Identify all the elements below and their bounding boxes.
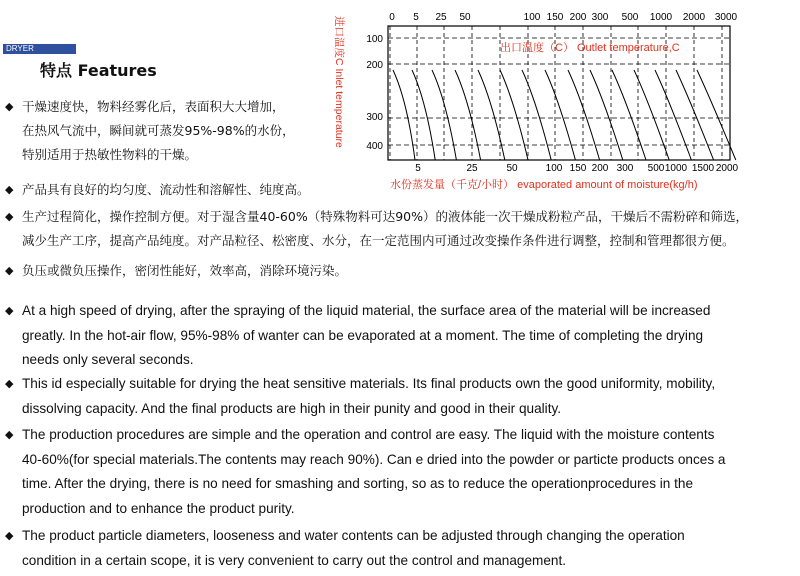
feature-en-line: needs only several seconds. bbox=[22, 352, 194, 368]
feature-cn-line: ◆ 负压或微负压操作，密闭性能好，效率高，消除环境污染。 bbox=[22, 259, 347, 283]
top-tick-label: 500 bbox=[621, 12, 639, 23]
bottom-tick-label: 100 bbox=[545, 163, 563, 174]
y-tick-label: 200 bbox=[366, 60, 383, 71]
top-tick-label: 300 bbox=[591, 12, 609, 23]
top-tick-label: 2000 bbox=[682, 12, 706, 23]
feature-en-line: condition in a certain scope, it is very convenient to carry out the control and management. bbox=[22, 552, 567, 568]
diamond-bullet-icon: ◆ bbox=[5, 100, 14, 113]
evaporation-curve bbox=[393, 70, 415, 160]
feature-en-line: ◆ At a high speed of drying, after the spraying of the liquid material, the surface area of the material will be increased bbox=[22, 299, 710, 324]
diamond-bullet-icon: ◆ bbox=[5, 264, 14, 277]
evaporation-curve bbox=[412, 70, 435, 160]
evaporation-curve bbox=[478, 70, 505, 160]
feature-cn-line: 特别适用于热敏性物料的干燥。 bbox=[22, 147, 198, 162]
feature-en-line: ◆ The production procedures are simple and the operation and control are easy. The liquid with the moisture contents bbox=[22, 423, 714, 448]
diamond-bullet-icon: ◆ bbox=[5, 429, 14, 441]
y-axis-label: 进口温度C Inlet temperature bbox=[333, 16, 345, 148]
evaporation-curve bbox=[634, 70, 669, 160]
bottom-tick-labels bbox=[415, 163, 738, 174]
x-axis-label: 水份蒸发量（千克/小时） evaporated amount of moisture(kg/h) bbox=[390, 179, 698, 191]
top-tick-label: 50 bbox=[459, 12, 471, 23]
bottom-tick-label: 150 bbox=[569, 163, 587, 174]
evaporation-curve bbox=[545, 70, 575, 160]
top-tick-label: 1000 bbox=[649, 12, 673, 23]
evaporation-curve bbox=[655, 70, 691, 160]
outlet-temperature-label: 出口温度（C） Outlet temperature,C bbox=[500, 42, 680, 54]
top-tick-label: 150 bbox=[546, 12, 564, 23]
evaporation-curve bbox=[676, 70, 714, 160]
feature-en-line: production and to enhance the product purity. bbox=[22, 500, 295, 516]
diamond-bullet-icon: ◆ bbox=[5, 305, 14, 317]
bottom-tick-label: 1500 bbox=[691, 163, 715, 174]
feature-en-line: ◆ The product particle diameters, looseness and water contents can be adjusted through changing the operation bbox=[22, 524, 685, 549]
diamond-bullet-icon: ◆ bbox=[5, 183, 14, 196]
feature-en-line: ◆ This id especially suitable for drying the heat sensitive materials. Its final products own the good uniformity, mobility, bbox=[22, 372, 715, 397]
bottom-tick-label: 200 bbox=[591, 163, 609, 174]
evaporation-curve bbox=[612, 70, 646, 160]
y-tick-label: 300 bbox=[366, 112, 383, 123]
feature-cn-line: 在热风气流中，瞬间就可蒸发95%-98%的水份， bbox=[22, 123, 295, 138]
evaporation-curve bbox=[500, 70, 528, 160]
feature-en-line: greatly. In the hot-air flow, 95%-98% of wanter can be evaporated at a moment. The time of completing the drying bbox=[22, 327, 704, 343]
top-tick-label: 100 bbox=[523, 12, 541, 23]
evaporation-curve bbox=[455, 70, 481, 160]
feature-cn-line: 减少生产工序，提高产品纯度。对产品粒径、松密度、水分，在一定范围内可通过改变操作条件进行调整，控制和管理都很方便。 bbox=[22, 233, 735, 248]
feature-cn-line: ◆ 生产过程简化，操作控制方便。对于湿含量40-60%（特殊物料可达90%）的液体能一次干燥成粉粒产品，干燥后不需粉碎和筛选， bbox=[22, 205, 748, 229]
feature-en-line: time. After the drying, there is no need for smashing and sorting, so as to reduce the operationprocedures in the bbox=[22, 476, 694, 492]
bottom-tick-label: 25 bbox=[466, 163, 478, 174]
bottom-tick-label: 300 bbox=[616, 163, 634, 174]
evaporation-curve bbox=[522, 70, 551, 160]
top-tick-label: 0 bbox=[389, 12, 395, 23]
y-tick-label: 100 bbox=[366, 34, 383, 45]
feature-cn-line: ◆ 干燥速度快，物料经雾化后，表面积大大增加， bbox=[22, 95, 285, 119]
top-tick-labels bbox=[389, 12, 737, 23]
top-tick-label: 25 bbox=[435, 12, 447, 23]
dryer-tag: DRYER bbox=[3, 44, 76, 54]
diamond-bullet-icon: ◆ bbox=[5, 210, 14, 223]
feature-en-line: dissolving capacity. And the final products are high in their punity and good in their quality. bbox=[22, 400, 562, 416]
bottom-tick-label: 5 bbox=[415, 163, 421, 174]
top-tick-label: 5 bbox=[413, 12, 419, 23]
top-tick-label: 3000 bbox=[714, 12, 738, 23]
chart-curves bbox=[393, 70, 736, 160]
feature-en-line: 40-60%(for special materials.The contents may reach 90%). Can e dried into the powder or particte products onces a bbox=[22, 451, 726, 467]
feature-cn-line: ◆ 产品具有良好的均匀度、流动性和溶解性、纯度高。 bbox=[22, 178, 310, 202]
bottom-tick-label: 2000 bbox=[715, 163, 739, 174]
features-title: 特点 Features bbox=[40, 61, 157, 80]
diamond-bullet-icon: ◆ bbox=[5, 530, 14, 542]
top-tick-label: 200 bbox=[569, 12, 587, 23]
diamond-bullet-icon: ◆ bbox=[5, 378, 14, 390]
evaporation-curve bbox=[568, 70, 600, 160]
y-tick-labels bbox=[366, 34, 383, 152]
bottom-tick-label: 50 bbox=[506, 163, 518, 174]
y-tick-label: 400 bbox=[366, 141, 383, 152]
bottom-tick-label: 500 bbox=[647, 163, 665, 174]
bottom-tick-label: 1000 bbox=[664, 163, 688, 174]
